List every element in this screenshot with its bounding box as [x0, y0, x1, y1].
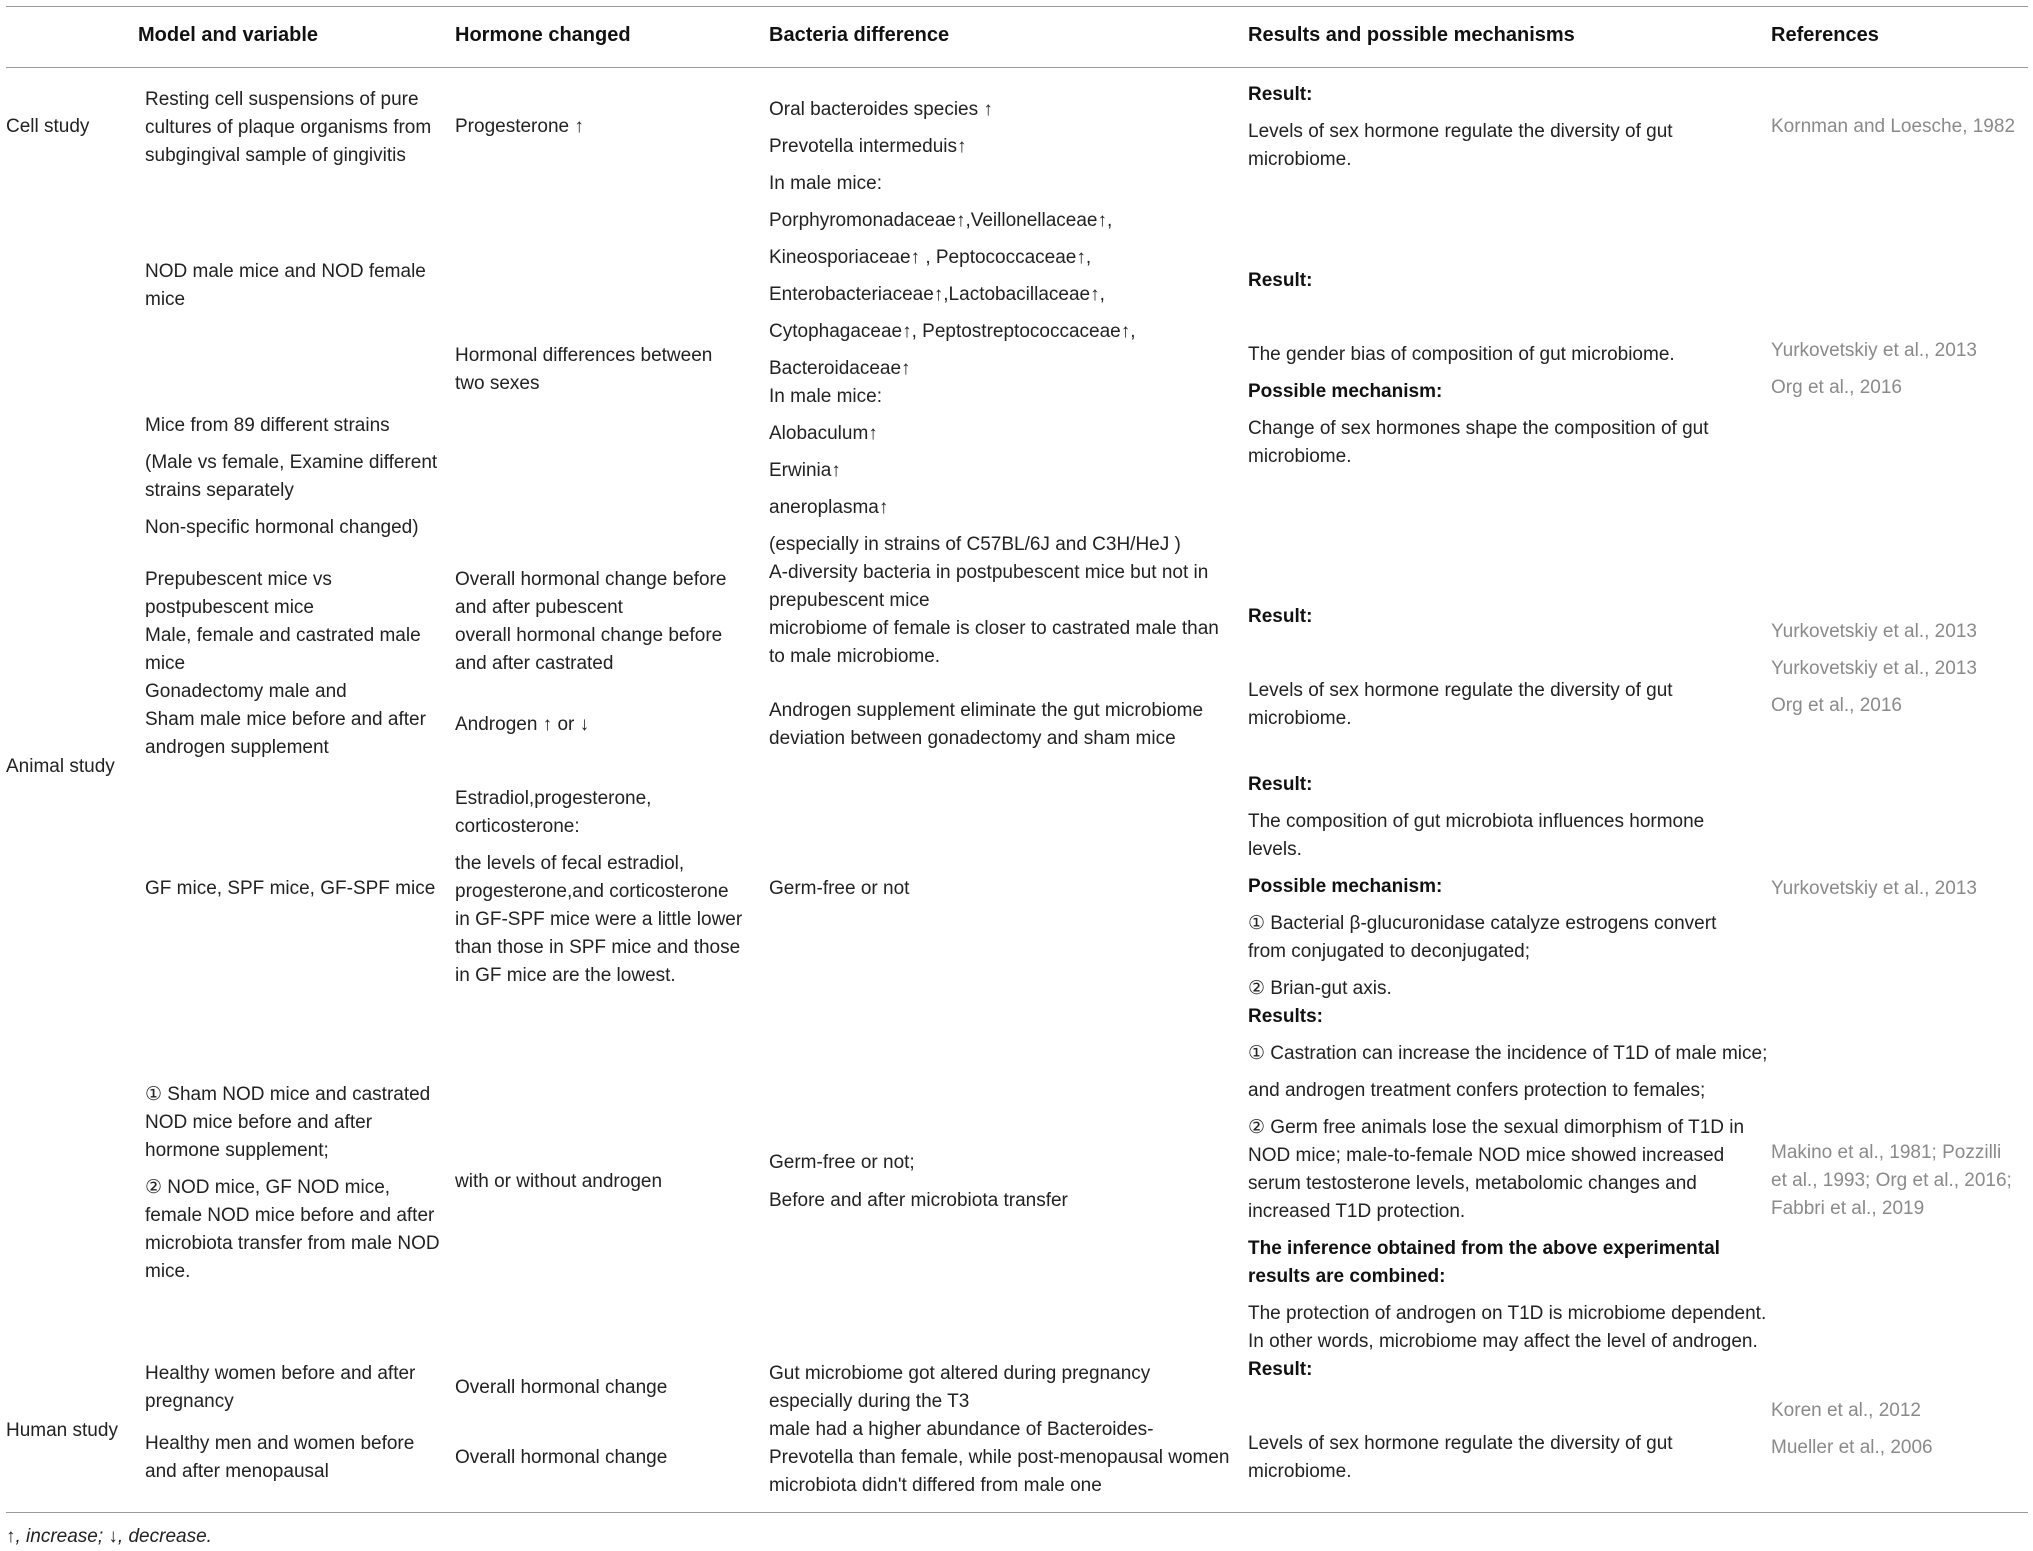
results-line: microbiome. — [1248, 149, 1352, 170]
hormone-line: and after pubescent — [455, 597, 623, 618]
bacteria-line: male had a higher abundance of Bacteroides- — [769, 1419, 1154, 1440]
reference-line: Org et al., 2016 — [1771, 695, 1902, 716]
results-line: serum testosterone levels, metabolomic changes and — [1248, 1173, 1697, 1194]
reference-line: Fabbri et al., 2019 — [1771, 1198, 1925, 1219]
model-cell — [145, 1081, 440, 1286]
hormone-line: Estradiol,progesterone, — [455, 788, 652, 809]
hormone-cell — [455, 566, 726, 678]
hormone-line: Hormonal differences between — [455, 345, 713, 366]
hormone-cell: Androgen ↑ or ↓ — [455, 714, 590, 735]
model-line: pregnancy — [145, 1391, 234, 1412]
bacteria-line: Alobaculum↑ — [769, 423, 878, 444]
results-line: Levels of sex hormone regulate the diversity of gut — [1248, 1433, 1673, 1454]
bacteria-line: Erwinia↑ — [769, 460, 841, 481]
hormone-line: and after castrated — [455, 653, 614, 674]
model-line: postpubescent mice — [145, 597, 314, 618]
model-line: (Male vs female, Examine different — [145, 452, 438, 473]
study-type-animal: Animal study — [6, 756, 115, 777]
bacteria-line: Porphyromonadaceae↑,Veillonellaceae↑, — [769, 210, 1113, 231]
results-cell — [1248, 771, 1767, 1486]
results-line: NOD mice; male-to-female NOD mice showed increased — [1248, 1145, 1725, 1166]
results-line: In other words, microbiome may affect the level of androgen. — [1248, 1331, 1758, 1352]
results-cell — [1248, 267, 1709, 471]
bacteria-line: Oral bacteroides species ↑ — [769, 99, 993, 120]
model-line: mice. — [145, 1261, 191, 1282]
model-line: subgingival sample of gingivitis — [145, 145, 406, 166]
reference-line: Yurkovetskiy et al., 2013 — [1771, 621, 1977, 642]
hormone-line: two sexes — [455, 373, 540, 394]
top-rule — [6, 6, 2028, 7]
header-results: Results and possible mechanisms — [1248, 24, 1575, 46]
bacteria-line: Prevotella intermeduis↑ — [769, 136, 967, 157]
reference-line: Makino et al., 1981; Pozzilli — [1771, 1142, 2002, 1163]
reference-cell: Kornman and Loesche, 1982 — [1771, 116, 2016, 137]
model-line: NOD male mice and NOD female — [145, 261, 426, 282]
reference-cell — [1771, 1139, 2012, 1223]
model-cell — [145, 566, 426, 762]
results-heading: Results: — [1248, 1006, 1323, 1027]
results-line: and androgen treatment confers protection to females; — [1248, 1080, 1706, 1101]
model-line: Mice from 89 different strains — [145, 415, 390, 436]
results-line: The protection of androgen on T1D is microbiome dependent. — [1248, 1303, 1767, 1324]
model-cell — [145, 412, 437, 542]
results-line: ② Brian-gut axis. — [1248, 978, 1392, 999]
reference-line: Yurkovetskiy et al., 2013 — [1771, 658, 1977, 679]
hormone-line: the levels of fecal estradiol, — [455, 853, 685, 874]
bacteria-line: Bacteroidaceae↑ — [769, 358, 911, 379]
results-cell — [1248, 81, 1673, 174]
hormone-cell: Progesterone ↑ — [455, 116, 584, 137]
reference-line: et al., 1993; Org et al., 2016; — [1771, 1170, 2012, 1191]
model-line: microbiota transfer from male NOD — [145, 1233, 440, 1254]
bacteria-line: deviation between gonadectomy and sham mice — [769, 728, 1176, 749]
bacteria-line: A-diversity bacteria in postpubescent mice but not in — [769, 562, 1209, 583]
results-heading: Possible mechanism: — [1248, 381, 1443, 402]
table-footnote: ↑, increase; ↓, decrease. — [6, 1526, 212, 1547]
results-line: Change of sex hormones shape the composition of gut — [1248, 418, 1709, 439]
hormone-line: in GF mice are the lowest. — [455, 965, 676, 986]
results-line: The gender bias of composition of gut microbiome. — [1248, 344, 1675, 365]
bacteria-cell — [769, 1149, 1068, 1215]
hormone-line: corticosterone: — [455, 816, 580, 837]
results-line: microbiome. — [1248, 446, 1352, 467]
model-line: cultures of plaque organisms from — [145, 117, 432, 138]
model-line: hormone supplement; — [145, 1140, 329, 1161]
results-heading: Result: — [1248, 84, 1313, 105]
header-model: Model and variable — [138, 24, 319, 46]
hormone-line: overall hormonal change before — [455, 625, 723, 646]
header-references: References — [1771, 24, 1879, 46]
hormone-cell — [455, 342, 712, 398]
results-line: ① Bacterial β-glucuronidase catalyze estrogens convert — [1248, 913, 1717, 934]
hormone-line: Overall hormonal change before — [455, 569, 727, 590]
results-heading: Result: — [1248, 606, 1313, 627]
bacteria-line: especially during the T3 — [769, 1391, 970, 1412]
results-heading: results are combined: — [1248, 1266, 1446, 1287]
model-line: Male, female and castrated male — [145, 625, 421, 646]
bacteria-line: prepubescent mice — [769, 590, 930, 611]
results-line: microbiome. — [1248, 1461, 1352, 1482]
model-line: mice — [145, 289, 186, 310]
results-line: microbiome. — [1248, 708, 1352, 729]
model-line: Healthy women before and after — [145, 1363, 416, 1384]
bacteria-line: Germ-free or not; — [769, 1152, 915, 1173]
results-line: levels. — [1248, 839, 1302, 860]
results-cell — [1248, 603, 1673, 733]
results-line: increased T1D protection. — [1248, 1201, 1466, 1222]
bottom-rule — [6, 1512, 2028, 1513]
bacteria-line: Before and after microbiota transfer — [769, 1190, 1068, 1211]
bacteria-line: (especially in strains of C57BL/6J and C3H/HeJ ) — [769, 534, 1181, 555]
bacteria-cell — [769, 1360, 1229, 1500]
model-line: Prepubescent mice vs — [145, 569, 332, 590]
model-cell — [145, 1360, 415, 1486]
model-line: ① Sham NOD mice and castrated — [145, 1084, 431, 1105]
results-heading: Result: — [1248, 1359, 1313, 1380]
hormone-line: progesterone,and corticosterone — [455, 881, 729, 902]
bacteria-line: microbiome of female is closer to castrated male than — [769, 618, 1219, 639]
reference-cell — [1771, 337, 1977, 402]
bacteria-line: microbiota didn't differed from male one — [769, 1475, 1102, 1496]
reference-line: Koren et al., 2012 — [1771, 1400, 1921, 1421]
model-line: female NOD mice before and after — [145, 1205, 435, 1226]
reference-cell — [1771, 618, 1977, 720]
model-cell: GF mice, SPF mice, GF-SPF mice — [145, 878, 436, 899]
bacteria-line: Androgen supplement eliminate the gut microbiome — [769, 700, 1204, 721]
results-line: ① Castration can increase the incidence of T1D of male mice; — [1248, 1043, 1768, 1064]
bacteria-cell — [769, 697, 1203, 753]
results-heading: Result: — [1248, 774, 1313, 795]
results-heading: The inference obtained from the above experimental — [1248, 1238, 1720, 1259]
model-line: mice — [145, 653, 186, 674]
hormone-cell: Overall hormonal change — [455, 1447, 668, 1468]
results-heading: Result: — [1248, 270, 1313, 291]
model-line: Healthy men and women before — [145, 1433, 415, 1454]
reference-cell: Yurkovetskiy et al., 2013 — [1771, 878, 1977, 899]
results-line: from conjugated to deconjugated; — [1248, 941, 1531, 962]
bacteria-line: In male mice: — [769, 173, 882, 194]
bacteria-line: Enterobacteriaceae↑,Lactobacillaceae↑, — [769, 284, 1105, 305]
study-type-cell: Cell study — [6, 116, 90, 137]
results-line: Levels of sex hormone regulate the diversity of gut — [1248, 121, 1673, 142]
hormone-cell: Overall hormonal change — [455, 1377, 668, 1398]
model-line: strains separately — [145, 480, 294, 501]
model-cell — [145, 86, 431, 170]
study-type-human: Human study — [6, 1420, 118, 1441]
model-line: and after menopausal — [145, 1461, 329, 1482]
results-line: ② Germ free animals lose the sexual dimorphism of T1D in — [1248, 1117, 1745, 1138]
reference-line: Yurkovetskiy et al., 2013 — [1771, 340, 1977, 361]
bacteria-line: Prevotella than female, while post-menopausal women — [769, 1447, 1230, 1468]
bacteria-line: Kineosporiaceae↑ , Peptococcaceae↑, — [769, 247, 1092, 268]
bacteria-cell: Germ-free or not — [769, 878, 910, 899]
header-rule — [6, 67, 2028, 68]
reference-cell — [1771, 1397, 1933, 1462]
header-bacteria: Bacteria difference — [769, 24, 950, 46]
model-line: ② NOD mice, GF NOD mice, — [145, 1177, 391, 1198]
hormone-cell: with or without androgen — [455, 1171, 663, 1192]
results-line: The composition of gut microbiota influences hormone — [1248, 811, 1705, 832]
bacteria-line: aneroplasma↑ — [769, 497, 889, 518]
reference-line: Org et al., 2016 — [1771, 377, 1902, 398]
model-line: NOD mice before and after — [145, 1112, 373, 1133]
hormone-cell — [455, 785, 742, 990]
model-line: Gonadectomy male and — [145, 681, 347, 702]
model-line: Resting cell suspensions of pure — [145, 89, 419, 110]
results-heading: Possible mechanism: — [1248, 876, 1443, 897]
bacteria-line: to male microbiome. — [769, 646, 941, 667]
bacteria-line: In male mice: — [769, 386, 882, 407]
results-line: Levels of sex hormone regulate the diversity of gut — [1248, 680, 1673, 701]
model-line: Non-specific hormonal changed) — [145, 517, 419, 538]
header-hormone: Hormone changed — [455, 24, 631, 46]
bacteria-cell — [769, 96, 1219, 671]
hormone-line: than those in SPF mice and those — [455, 937, 741, 958]
model-line: androgen supplement — [145, 737, 329, 758]
hormone-line: in GF-SPF mice were a little lower — [455, 909, 743, 930]
model-line: Sham male mice before and after — [145, 709, 426, 730]
reference-line: Mueller et al., 2006 — [1771, 1437, 1933, 1458]
bacteria-line: Cytophagaceae↑, Peptostreptococcaceae↑, — [769, 321, 1136, 342]
model-cell — [145, 258, 426, 314]
bacteria-line: Gut microbiome got altered during pregnancy — [769, 1363, 1151, 1384]
